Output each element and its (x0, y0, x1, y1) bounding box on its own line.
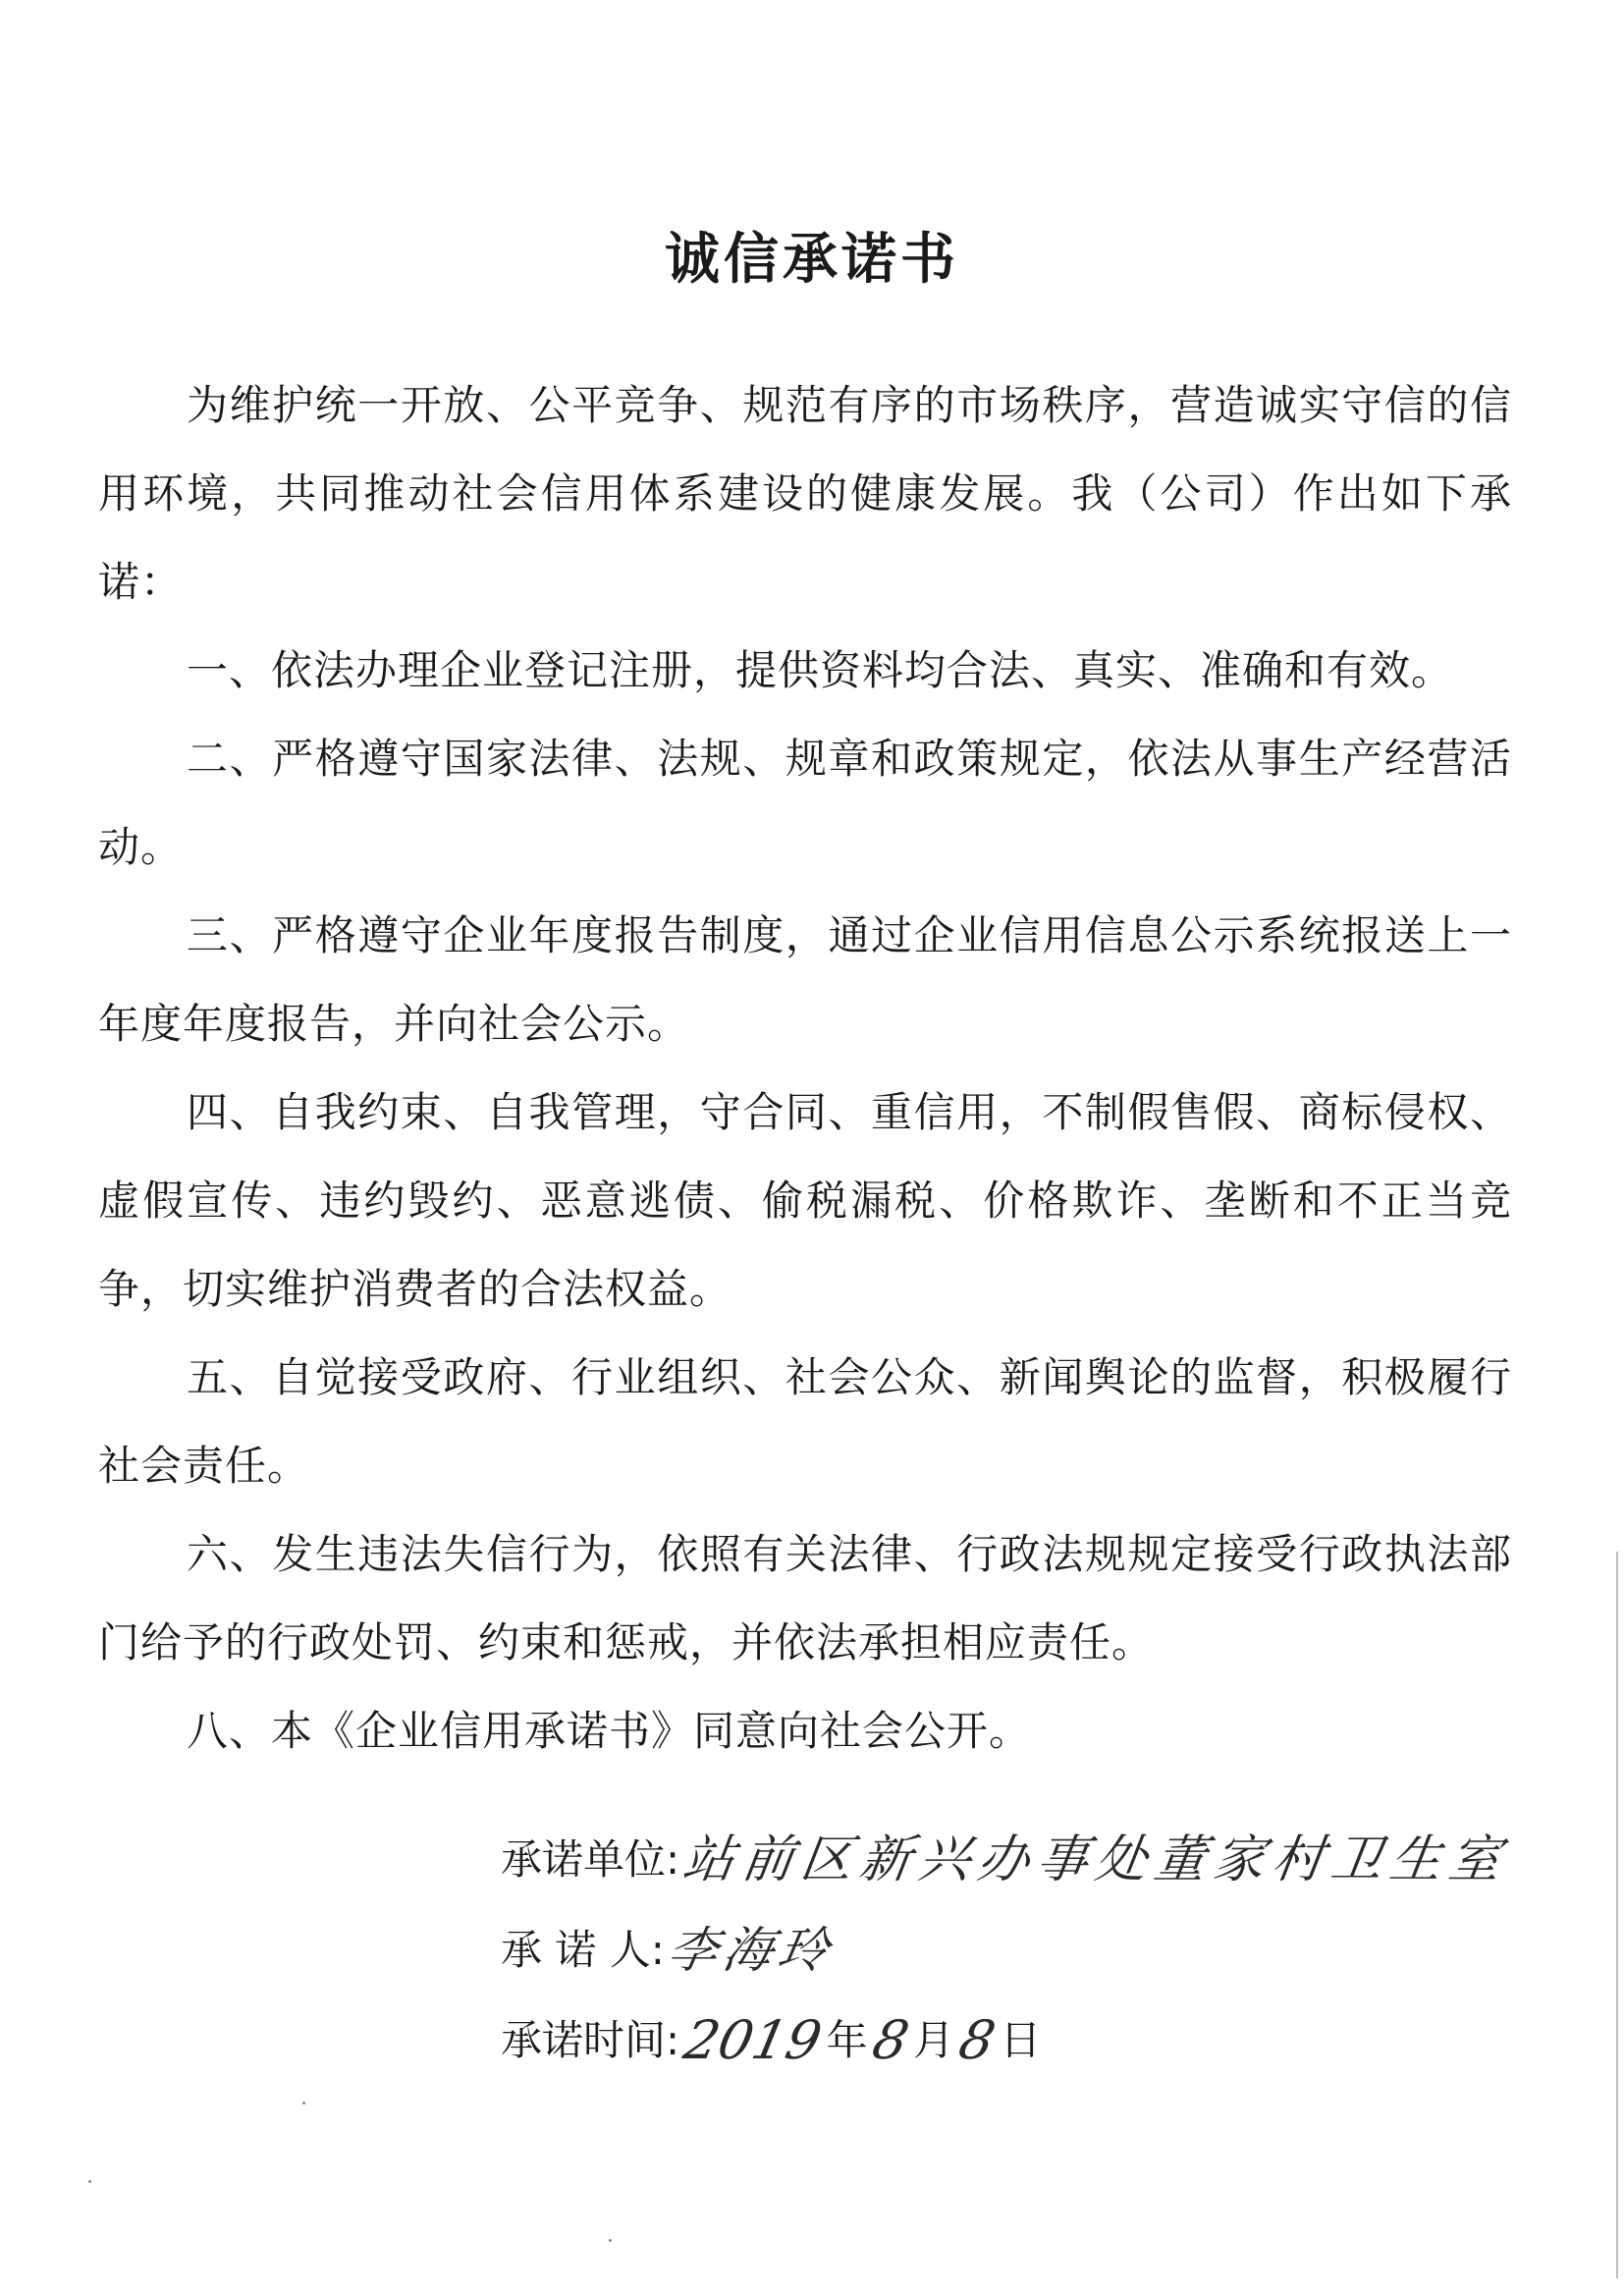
time-label: 承诺时间: (501, 2015, 680, 2064)
document-title: 诚信承诺书 (665, 228, 959, 292)
clause-6: 六、发生违法失信行为，依照有关法律、行政法规规定接受行政执法部门给予的行政处罚、约束和惩戒，并依法承担相应责任。 (98, 1530, 1512, 1667)
scan-speck (609, 2239, 612, 2242)
handwritten-day: 8 (953, 2008, 1001, 2071)
signature-date-row (501, 1993, 1508, 2083)
intro-paragraph: 为维护统一开放、公平竞争、规范有序的市场秩序，营造诚实守信的信用环境，共同推动社会信用体系建设的健康发展。我（公司）作出如下承诺： (98, 381, 1512, 606)
handwritten-month: 8 (867, 2008, 914, 2071)
document-body (98, 361, 1512, 1776)
unit-label: 承诺单位: (501, 1834, 680, 1884)
signature-person-row (501, 1902, 1508, 1993)
signature-unit-row (501, 1812, 1513, 1902)
clause-3: 三、严格遵守企业年度报告制度，通过企业信用信息公示系统报送上一年度年度报告，并向社会公示。 (98, 911, 1512, 1048)
scan-speck (302, 2102, 305, 2105)
handwritten-year: 2019 (678, 2008, 828, 2071)
person-label: 承 诺 人: (501, 1925, 665, 1974)
scan-speck (88, 2180, 91, 2183)
day-suffix: 日 (1000, 2015, 1042, 2064)
scan-edge-line (1616, 1552, 1618, 2278)
signature-block (501, 1812, 1513, 2083)
year-suffix: 年 (826, 2015, 868, 2064)
month-suffix: 月 (912, 2015, 954, 2064)
clause-4: 四、自我约束、自我管理，守合同、重信用，不制假售假、商标侵权、虚假宣传、违约毁约、恶意逃债、偷税漏税、价格欺诈、垄断和不正当竞争，切实维护消费者的合法权益。 (98, 1088, 1512, 1313)
handwritten-unit: 站前区新兴办事处董家村卫生室 (678, 1830, 1513, 1889)
clause-5: 五、自觉接受政府、行业组织、社会公众、新闻舆论的监督，积极履行社会责任。 (98, 1353, 1512, 1490)
handwritten-signature: 李海玲 (663, 1921, 839, 1979)
clause-2: 二、严格遵守国家法律、法规、规章和政策规定，依法从事生产经营活动。 (98, 735, 1512, 871)
clause-8: 八、本《企业信用承诺书》同意向社会公开。 (187, 1707, 1032, 1755)
clause-1: 一、依法办理企业登记注册，提供资料均合法、真实、准确和有效。 (187, 646, 1454, 694)
